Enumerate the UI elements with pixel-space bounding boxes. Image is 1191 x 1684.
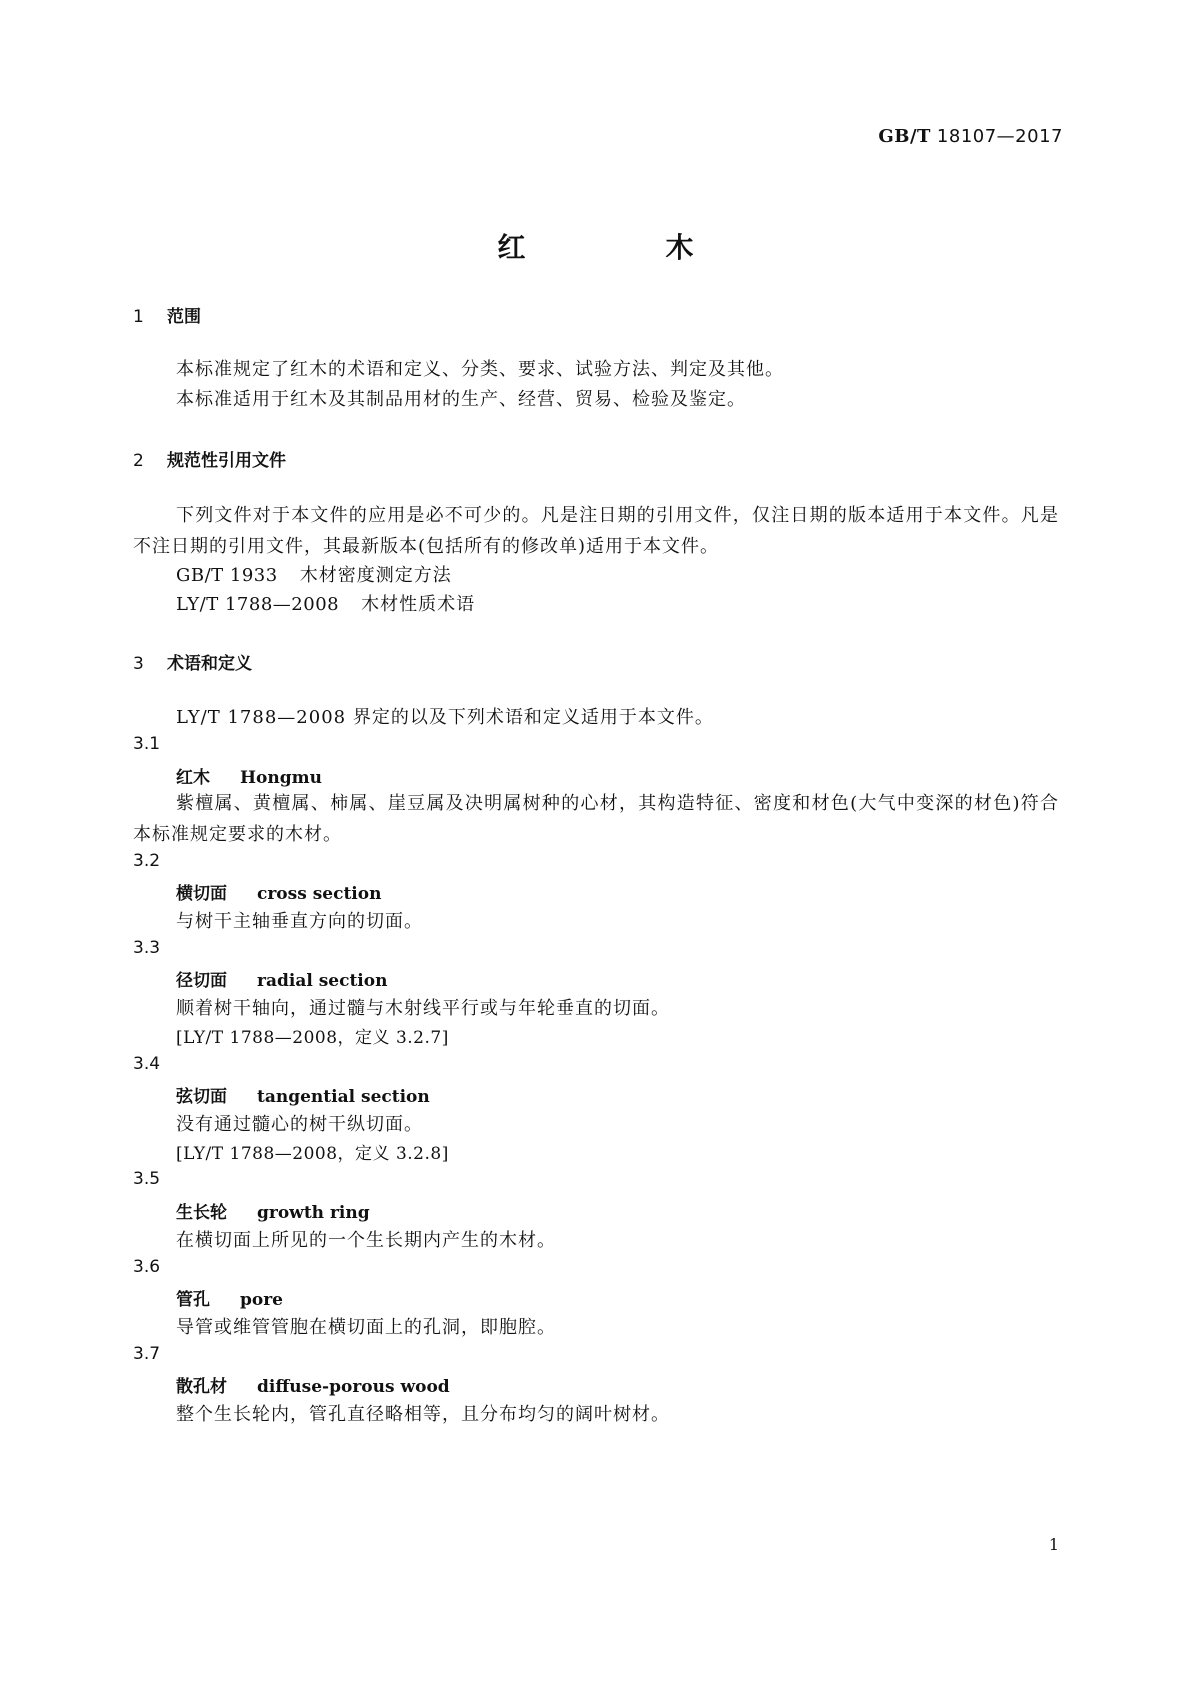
term-zh: 横切面	[176, 884, 227, 904]
section-number: 2	[133, 451, 144, 471]
reference-code: GB/T 1933	[176, 565, 278, 586]
term-en: diffuse-porous wood	[257, 1377, 450, 1397]
term-number: 3.7	[133, 1344, 161, 1364]
reference-item	[176, 561, 452, 587]
standard-code	[878, 126, 1063, 147]
section-number: 3	[133, 654, 144, 674]
term-zh: 管孔	[176, 1290, 210, 1310]
term-zh: 生长轮	[176, 1203, 227, 1223]
term-en: radial section	[257, 971, 388, 991]
section-title: 规范性引用文件	[167, 451, 286, 471]
reference-code: LY/T 1788—2008	[176, 594, 340, 615]
term-en: cross section	[257, 884, 382, 904]
term-en: pore	[240, 1290, 283, 1310]
page-number: 1	[1048, 1535, 1059, 1554]
term-name	[176, 966, 387, 991]
paragraph: LY/T 1788—2008 界定的以及下列术语和定义适用于本文件。	[176, 707, 714, 728]
section-heading-3	[133, 649, 252, 674]
term-number: 3.3	[133, 938, 161, 958]
term-source: [LY/T 1788—2008，定义 3.2.7]	[176, 1028, 449, 1048]
term-name	[176, 1372, 450, 1397]
term-definition: 顺着树干轴向，通过髓与木射线平行或与年轮垂直的切面。	[176, 998, 670, 1019]
term-source: [LY/T 1788—2008，定义 3.2.8]	[176, 1144, 449, 1164]
term-definition: 整个生长轮内，管孔直径略相等，且分布均匀的阔叶树材。	[176, 1404, 670, 1425]
term-en: growth ring	[257, 1203, 370, 1223]
standard-number: 18107—2017	[936, 126, 1063, 147]
term-zh: 散孔材	[176, 1377, 227, 1397]
term-definition: 导管或维管管胞在横切面上的孔洞，即胞腔。	[176, 1317, 556, 1338]
term-number: 3.1	[133, 734, 161, 754]
term-name	[176, 1082, 430, 1107]
term-zh: 红木	[176, 768, 210, 788]
section-title: 范围	[167, 307, 201, 327]
term-zh: 弦切面	[176, 1087, 227, 1107]
paragraph: 本标准规定了红木的术语和定义、分类、要求、试验方法、判定及其他。	[176, 359, 784, 380]
term-definition: 紫檀属、黄檀属、柿属、崖豆属及决明属树种的心材，其构造特征、密度和材色(大气中变深的材色)符合本标准规定要求的木材。	[133, 793, 1059, 845]
term-name	[176, 763, 322, 788]
term-definition: 与树干主轴垂直方向的切面。	[176, 911, 423, 932]
title-char-1: 红	[497, 231, 526, 264]
section-number: 1	[133, 307, 144, 327]
reference-item	[176, 590, 475, 616]
title-char-2: 木	[665, 231, 694, 264]
term-number: 3.6	[133, 1257, 161, 1277]
term-number: 3.5	[133, 1169, 161, 1189]
paragraph: 下列文件对于本文件的应用是必不可少的。凡是注日期的引用文件，仅注日期的版本适用于本文件。凡是不注日期的引用文件，其最新版本(包括所有的修改单)适用于本文件。	[133, 505, 1059, 557]
term-name	[176, 1198, 370, 1223]
term-en: Hongmu	[240, 768, 322, 788]
reference-name: 木材性质术语	[361, 594, 476, 615]
section-heading-1	[133, 302, 201, 327]
term-name	[176, 879, 381, 904]
section-title: 术语和定义	[167, 654, 252, 674]
document-title	[0, 226, 1191, 266]
section-heading-2	[133, 446, 286, 471]
standard-prefix: GB/T	[878, 126, 931, 147]
term-name	[176, 1285, 283, 1310]
term-en: tangential section	[257, 1087, 430, 1107]
term-definition: 没有通过髓心的树干纵切面。	[176, 1114, 423, 1135]
reference-name: 木材密度测定方法	[299, 565, 452, 586]
term-zh: 径切面	[176, 971, 227, 991]
term-definition: 在横切面上所见的一个生长期内产生的木材。	[176, 1230, 556, 1251]
paragraph: 本标准适用于红木及其制品用材的生产、经营、贸易、检验及鉴定。	[176, 389, 746, 410]
term-number: 3.2	[133, 851, 161, 871]
term-number: 3.4	[133, 1054, 161, 1074]
